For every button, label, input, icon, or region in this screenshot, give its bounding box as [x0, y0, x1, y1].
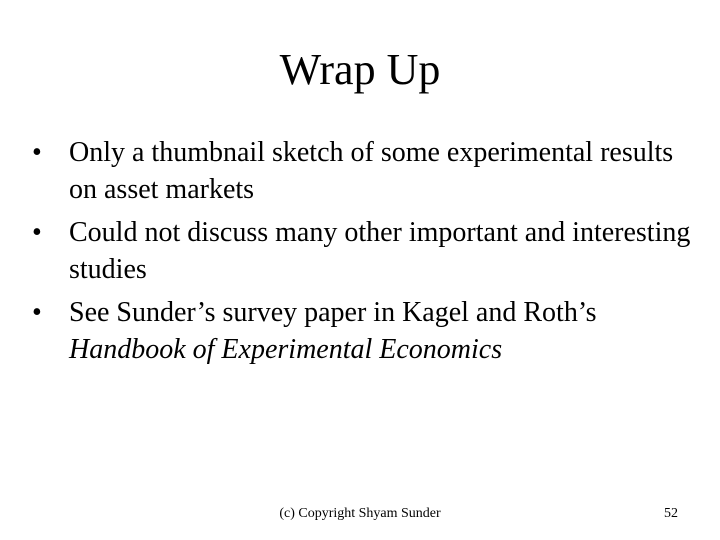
bullet-item	[32, 214, 692, 288]
bullet-item	[32, 134, 692, 208]
page-number: 52	[664, 506, 678, 521]
footer-copyright: (c) Copyright Shyam Sunder	[279, 506, 441, 521]
bullet-text: Could not discuss many other important and interesting studies	[69, 217, 691, 285]
bullet-marker: •	[32, 137, 42, 168]
bullet-text: Only a thumbnail sketch of some experimental results on asset markets	[69, 137, 674, 205]
book-title: Handbook of Experimental Economics	[69, 334, 503, 365]
bullet-list	[32, 134, 692, 374]
slide-title: Wrap Up	[279, 45, 441, 94]
bullet-marker: •	[32, 297, 42, 328]
bullet-text: See Sunder’s survey paper in Kagel and Roth’s	[69, 297, 597, 328]
bullet-item	[32, 294, 692, 368]
bullet-marker: •	[32, 217, 42, 248]
